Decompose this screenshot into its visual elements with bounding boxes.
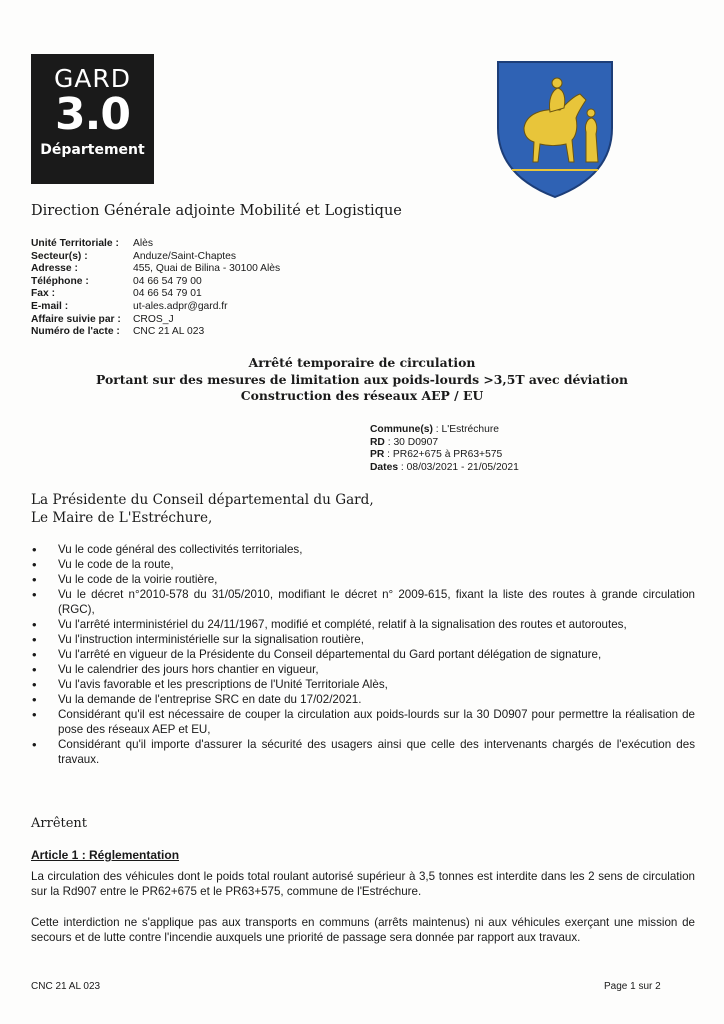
list-item: • Vu l'avis favorable et les prescriptions de l'Unité Territoriale Alès, — [31, 677, 695, 692]
info-value: CROS_J — [133, 313, 174, 325]
decree-titles — [0, 355, 724, 405]
info-label: Numéro de l'acte : — [31, 326, 120, 338]
meta-label: RD — [370, 436, 385, 448]
info-label: Affaire suivie par : — [31, 313, 121, 325]
info-row — [31, 238, 280, 251]
info-label: E-mail : — [31, 300, 69, 312]
info-row — [31, 288, 280, 301]
direction-heading: Direction Générale adjointe Mobilité et Logistique — [31, 203, 402, 219]
info-row — [31, 263, 280, 276]
meta-value: : 08/03/2021 - 21/05/2021 — [398, 461, 519, 473]
info-value: Anduze/Saint-Chaptes — [133, 250, 237, 262]
info-label: Téléphone : — [31, 275, 89, 287]
info-label: Secteur(s) : — [31, 250, 88, 262]
decree-subtitle: Portant sur des mesures de limitation aux poids-lourds >3,5T avec déviation — [95, 371, 629, 387]
list-item: • Vu l'instruction interministérielle sur la signalisation routière, — [31, 632, 695, 647]
decree-subtitle-2: Construction des réseaux AEP / EU — [240, 388, 484, 403]
authority-line: Le Maire de L'Estréchure, — [31, 510, 213, 526]
list-item: • Vu le calendrier des jours hors chantier en vigueur, — [31, 662, 695, 677]
info-value: 455, Quai de Bilina - 30100 Alès — [133, 263, 281, 275]
info-row — [31, 301, 280, 314]
meta-row — [370, 437, 519, 450]
meta-value: : L'Estréchure — [432, 424, 500, 435]
info-value: 04 66 54 79 01 — [133, 288, 202, 300]
list-item: • Vu le décret n°2010-578 du 31/05/2010, modifiant le décret n° 2009-615, fixant la liste des routes à grande circulation (RGC), — [31, 587, 695, 617]
info-row — [31, 251, 280, 264]
footer-reference: CNC 21 AL 023 — [31, 981, 101, 992]
info-row — [31, 314, 280, 327]
footer-page-number: Page 1 sur 2 — [604, 981, 661, 992]
gard-logo — [31, 54, 154, 184]
meta-row — [370, 424, 519, 437]
list-item: • Considérant qu'il importe d'assurer la sécurité des usagers ainsi que celle des intervenants chargés de l'exécution des travaux. — [31, 737, 695, 767]
info-label: Unité Territoriale : — [31, 238, 119, 249]
info-row — [31, 326, 280, 339]
logo-departement: Département — [40, 142, 145, 158]
decree-title: Arrêté temporaire de circulation — [248, 355, 476, 370]
article-1-paragraph-1: La circulation des véhicules dont le poids total roulant autorisé supérieur à 3,5 tonnes est interdite dans les 2 sens de circulation sur la Rd907 entre le PR62+675 et le PR63+575, commune de l'Estréchure. — [31, 870, 695, 898]
list-item: • Vu le code de la route, — [31, 557, 695, 572]
authority-line: La Présidente du Conseil départemental du Gard, — [31, 492, 374, 508]
article-1-paragraph-2: Cette interdiction ne s'applique pas aux transports en communs (arrêts maintenus) ni aux véhicules exerçant une mission de secours et de lutte contre l'incendie auxquels une priorité de passage sera donnée par rapport aux travaux. — [31, 916, 695, 944]
meta-row — [370, 462, 519, 475]
authority-block — [31, 491, 374, 527]
decree-meta — [370, 424, 519, 474]
info-value: ut-ales.adpr@gard.fr — [133, 300, 228, 312]
logo-gard-text: GARD — [53, 64, 132, 93]
meta-value: : 30 D0907 — [384, 436, 439, 448]
article-1-title: Article 1 : Réglementation — [31, 848, 180, 862]
contact-info — [31, 238, 280, 339]
arretent-heading: Arrêtent — [31, 816, 88, 831]
list-item: • Vu la demande de l'entreprise SRC en date du 17/02/2021. — [31, 692, 695, 707]
considerations-list — [31, 542, 695, 767]
list-item: • Vu l'arrêté en vigueur de la Présidente du Conseil départemental du Gard portant délégation de signature, — [31, 647, 695, 662]
meta-label: PR — [370, 449, 385, 461]
list-item: • Vu le code général des collectivités territoriales, — [31, 542, 695, 557]
meta-label: Dates — [370, 461, 399, 473]
info-row — [31, 276, 280, 289]
meta-label: Commune(s) — [370, 424, 433, 435]
meta-value: : PR62+675 à PR63+575 — [384, 449, 503, 461]
coat-of-arms-icon — [494, 58, 616, 200]
list-item: • Considérant qu'il est nécessaire de couper la circulation aux poids-lourds sur la 30 D0907 pour permettre la réalisation de pose des réseaux AEP et EU, — [31, 707, 695, 737]
list-item: • Vu l'arrêté interministériel du 24/11/1967, modifié et complété, relatif à la signalisation des routes et autoroutes, — [31, 617, 695, 632]
info-label: Fax : — [31, 288, 56, 300]
info-value: CNC 21 AL 023 — [133, 326, 205, 338]
meta-row — [370, 449, 519, 462]
list-item: • Vu le code de la voirie routière, — [31, 572, 695, 587]
info-label: Adresse : — [31, 263, 78, 275]
logo-number: 3.0 — [55, 89, 130, 140]
info-value: 04 66 54 79 00 — [133, 275, 202, 287]
info-value: Alès — [133, 238, 154, 249]
